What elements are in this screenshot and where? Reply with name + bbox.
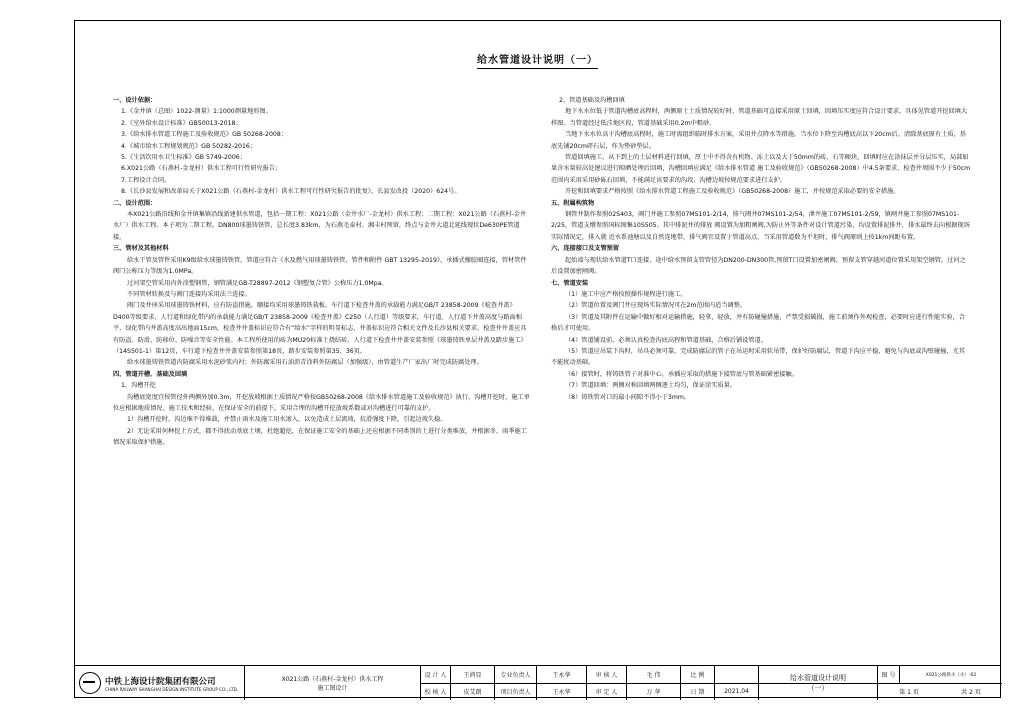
total-pages: 2	[969, 689, 973, 696]
left-column	[113, 95, 531, 449]
drawing-name: 给水管道设计说明	[790, 674, 846, 682]
paragraph: 给水球墨铸铁管道内防腐采用水泥砂浆内衬；外防腐采用石油沥青涂料外防腐层（加强级），由管道生产厂家出厂时完成防腐处理。	[127, 359, 483, 367]
paragraph: 起始端与现状给水管道T口连接，途中给水预留支管管径为DN200-DN300管,预留T口设置加密闸阀，预留支管穿越河道位置采用架空钢管，过河之后设置加密闸阀。	[551, 256, 966, 276]
company-logo-cell	[75, 666, 245, 700]
company-name-cn: 中铁上海设计院集团有限公司	[105, 676, 216, 687]
company-name-en: CHINA RAILWAY SHANGHAI DESIGN INSTITUTE GROUP CO., LTD.	[105, 686, 239, 692]
paragraph: 钢管井制作参照02S403，阀门井施工参照07MS101-2/14，排气阀井07MS101-2/54，泄井施工07MS101-2/59，镇闸井施工参照07MS101-2/25，管道支墩参照国标图集10S505。其中排泥井的排放 阀设置为加粗闸阀,为防止外等条件对设计管道污染，均设置排泥排井，排水最终去向根据现场实际情况定，排入就 近水系池塘以及自然连地带，排气阀宜设置于管道高点，当采用管道数为平坦时，排气阀原则上按1km间距布置。	[551, 211, 970, 241]
paragraph: （7）管道回填：两侧对称回填两侧逐土均匀，保证涂实质量。	[565, 382, 736, 390]
sheet-title-text: 给水管道设计说明（一）	[477, 55, 598, 69]
date-value: 2021.04	[715, 683, 759, 700]
paragraph: （2）管道位置及阀门井应现场实际情况可在2m范围内适当调整。	[565, 302, 746, 310]
drawing-no-label: 图 号	[878, 666, 900, 683]
paragraph: 不同管材转换及与阀门连接均采用法兰连接。	[127, 290, 251, 298]
paragraph: 2）无论采用何种挖土方式，都不得扰动基底土壤，杜绝超挖，在保证施工安全的基础上还应根据不同类别的土进行分类堆放，并根据冬、雨季施工情况采取保护措施。	[113, 427, 527, 447]
paragraph: 1、沟槽开挖	[121, 382, 156, 390]
project-name: X021公路（石燕村-金龙村）供水工程	[281, 676, 384, 683]
paragraph: 7.工程设计合同。	[121, 176, 171, 184]
paragraph: 五、附属构筑物	[551, 199, 595, 207]
paragraph: 给水干管及管件采用K9级给水球墨铸铁管，管道应符合《水及燃气用球墨铸铁管、管件和附件 GBT 13295-2019》，承插式橡胶圈连接，管材管件阀门公称压力等级为1.0MPa。	[113, 256, 527, 276]
paragraph: 阀门及井座采用球墨铸铁材料，应有防盗措施，顺接均采用球墨铸铁栽板，车行道下检查井盖的承载能力满足GB/T 23858-2009《检查井盖》D400等级要求，人行道和绿化带内的承载能力满足GB/T 23858-2009《检查井盖》C250（人行道）等级要求，车行道、人行道下井盖高度与路面相平，绿化带内井盖高度高出地面15cm，检查井井盖标识应符合有“给水”字样的明显标志，井盖标识应符合相关文件及长沙县相关要求。检查井井盖应具有防盗、防滑、防移位、防噪音等安全性能。本工程所使用的砖为MU20标准土烧结砖，人行道下检查井井盖安装参照《球墨铸铁单层井盖及踏步施工》（14S501-1）第12页，车行道下检查井井盖安装参照第18页，踏步安装参照第35、36页。	[113, 302, 527, 355]
page-unit: 页	[912, 689, 919, 696]
drawing-name-cell	[759, 666, 878, 700]
paragraph: （4）管道铺设前，必须认真检查沟底高程和管道基础，合格后铺设管道。	[565, 336, 767, 344]
paragraph: 3.《给水排水管道工程施工及验收规范》GB 50268-2008；	[121, 131, 287, 139]
page-number: 1	[907, 689, 911, 696]
paragraph: 本X021公路沿线和金井镇集镇沿线新建供水管道，包括一期工程：X021公路（金井水厂-金龙村）供水工程；二期工程：X021公路（石燕村-金井水厂）供水工程。本子项为二期工程，DN800球墨铸铁管，总长度3.83km，为石燕毛泰村、湘丰村预留，终点与金井大道北延线现状De630PE管道接。	[113, 211, 527, 241]
title-block	[75, 665, 1000, 700]
designer-name: 王鸿显	[451, 666, 495, 683]
paragraph: 沟槽底宽度宜按管径外两侧外加0.3m，开挖放坡根据土质情况严格按GB50268-2008《给水排水管道施工及验收规范》执行，沟槽开挖时，施工单位应根据地质情况、施工技术和经验，在保证安全的前提下，采用合理的沟槽开挖放坡系数或对沟槽进行可靠的支护。	[113, 393, 530, 412]
paragraph: 三、管材及其他材料	[113, 245, 169, 253]
paragraph: 1.《金井镇（总图）1022-测量》1:1000测量地形图。	[121, 108, 272, 116]
paragraph: 一、设计依据：	[113, 97, 157, 104]
drawing-sheet	[74, 20, 1001, 698]
project-cell	[245, 666, 421, 700]
scale-label: 比 例	[681, 666, 715, 683]
railway-logo-icon	[79, 672, 101, 694]
date-label: 日 期	[681, 683, 715, 700]
paragraph: 当地下水水位高于沟槽底高程时，施工时需组织临时排水方案，采用井点降水等措施，当水位下降至沟槽底高以下20cm后，清除基底原有土质，基底先铺20cm碎石层，作为垫砂垫层。	[551, 131, 966, 150]
paragraph: 二、设计范围：	[113, 199, 157, 207]
paragraph: 开挖和回填要求严格按照《给水排水管道工程施工及验收规范》（GB50268-2008）施工，并按规范采取必要的安全措施。	[565, 188, 900, 196]
page-cell	[878, 683, 1002, 700]
paragraph: 管道回填施工，从下到上的土层材料进行回填，厚土中不得含有机物、冻土以及大于50mm的砖、石等硬块，回填时应在涂抹层并分层压实，局部如果含水量较高处建议进行晾晒处理后回填，沟槽回填应满足《给水排水管道 施工及验收规范》（GB50268-2008）中4.5条要求，检查井周围不少于50cm范围内采用采用砂砾石回填，不能满足该要求的沟段，沟槽边坡按规范要求进行支护。	[551, 154, 971, 184]
designer-label: 设 计 人	[421, 666, 451, 683]
paragraph: 2.《室外给水设计标准》GB50013-2018；	[121, 119, 242, 127]
drawing-no: X021公路供水（水）-02	[925, 672, 977, 678]
paragraph: 4.《城市给水工程规划规范》GB 50282-2016；	[121, 142, 257, 150]
review-label: 审 核 人	[587, 666, 627, 683]
paragraph: 5.《生活饮用水卫生标准》GB 5749-2006；	[121, 154, 246, 162]
total-label: 共	[961, 689, 968, 696]
paragraph: 过河架空管采用内外涂塑钢管，钢管满足GB-T28897-2012《钢塑复合管》公称压力1.0Mpa。	[127, 279, 388, 287]
paragraph: 2、管道基础及沟槽回填	[559, 97, 625, 104]
paragraph: 8.《长沙县发展和改革局关于X021公路（石燕村-金龙村）供水工程可行性研究报告的批复》，长县发改投（2020）624号。	[121, 188, 461, 196]
sheet-title	[75, 51, 1000, 66]
paragraph: 地下水水位低于管道沟槽底高程时，两侧原土土质情况较好时，管道基础可直接采用原土回填，回填压实度应符合设计要求，具体见管道开挖回填大样图。当管道经过低洼地区段，管道基础采用0.2m中粗砂。	[551, 108, 968, 127]
prof-name: 王永华	[537, 666, 587, 683]
prof-label: 专业负责人	[495, 666, 537, 683]
total-unit: 页	[974, 689, 981, 696]
approve-name: 万 华	[627, 683, 681, 700]
project-stage: 施工图设计	[317, 685, 348, 692]
drawing-name-suffix: （一）	[807, 684, 829, 692]
paragraph: 六、连接接口及支管预留	[551, 245, 620, 253]
scale-value	[715, 666, 759, 683]
paragraph: （5）管道应吊装下沟时，吊具必须可靠，完成防腐层的管子在吊运时采用软吊带，保护好防腐层，管道下沟应平稳，避免与沟底或沟壁碰撞，尤其不能扰动基础。	[551, 347, 965, 367]
approve-label: 审 定 人	[587, 683, 627, 700]
proj-name: 王永华	[537, 683, 587, 700]
paragraph: 七、管道安装	[551, 279, 589, 287]
paragraph: （8）铸铁管对口的最小间隙不得小于3mm。	[565, 393, 691, 401]
proj-label: 项目负责人	[495, 683, 537, 700]
page-label: 第	[899, 689, 906, 696]
paragraph: （6）接管时，将铸铁管子对准中心，承插应采取的措施下接管底与管基础紧密接触。	[565, 370, 798, 378]
paragraph: 四、管道开槽、基础及回填	[113, 370, 188, 378]
right-column	[551, 95, 971, 403]
paragraph: （1）施工中应严格按照操作规程进行施工。	[565, 290, 687, 298]
paragraph: （3）管道及其附件在运输中做好相对运输措施，轻拿，轻放，并有防碰撞措施，严禁受损破损，施工前须作外观检查，必要时应进行性能实验，合格后才可使用。	[551, 313, 965, 333]
review-name: 毛 伟	[627, 666, 681, 683]
paragraph: 1）沟槽开挖时，沟边堆不得堆载，并禁止雨水及施工用水渗入，以免造成土层流坡，抗滑强度下降，引起边坡失稳。	[127, 416, 447, 424]
paragraph: 6.X021公路（石燕村-金龙村）供水工程可行性研究报告；	[121, 165, 282, 173]
checker-label: 校 核 人	[421, 683, 451, 700]
checker-name: 皮艾朗	[451, 683, 495, 700]
